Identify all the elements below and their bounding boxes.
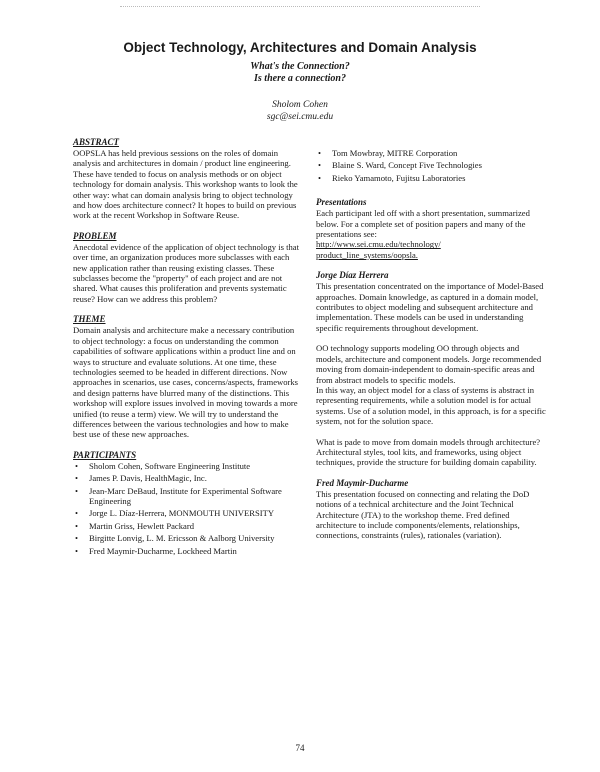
problem-text: Anecdotal evidence of the application of object technology is that over time, an organization produces more subclasses with each new application rather than reusing existing classes. These subclasses become the "property" of each project and are not shared. What causes this proliferation and prevents systematic reuse? How can we address this problem? (73, 241, 299, 304)
abstract-text: OOPSLA has held previous sessions on the roles of domain analysis and architectures in domain / product line engineering. These have tended to focus on analysis methods or on object technology for domain analysis. This workshop wants to look the other way: what can domain analysis bring to object technology and how does architecture connect? It hopes to build on previous work at the recent Workshop in Software Reuse. (73, 148, 298, 221)
bullet-icon: • (318, 172, 322, 183)
author-name: Sholom Cohen (272, 100, 328, 110)
problem-heading: PROBLEM (73, 230, 117, 241)
bullet-icon: • (75, 508, 79, 519)
left-column (73, 137, 301, 566)
participant-text: Birgitte Lonvig, L. M. Ericsson & Aalborg University (89, 533, 275, 544)
jorge-paragraph-1: This presentation concentrated on the importance of Model-Based approaches. Domain knowledge, as captured in a domain model, contributes to object modeling and subsequent architecture and implementation. These models can be used in understanding specific requirements throughout development. (316, 281, 544, 333)
bullet-icon: • (318, 148, 322, 158)
presentations-link-line-1[interactable]: http://www.sei.cmu.edu/technology/ (316, 239, 441, 250)
presentations-link-line-2[interactable]: product_line_systems/oopsla. (316, 249, 418, 260)
jorge-paragraph-4: What is pade to move from domain models through architecture? Architectural styles, tool kits, and frameworks, using object techniques, provide the structure for building domain capability. (316, 436, 541, 468)
participant-text: Tom Mowbray, MITRE Corporation (332, 148, 458, 158)
bullet-icon: • (75, 545, 79, 556)
bullet-icon: • (75, 520, 79, 531)
participants-list (73, 461, 301, 556)
header-rule (120, 6, 480, 7)
bullet-icon: • (318, 160, 322, 171)
participant-text: Sholom Cohen, Software Engineering Institute (89, 460, 251, 471)
abstract-heading: ABSTRACT (73, 137, 120, 147)
theme-heading: THEME (73, 314, 106, 325)
bullet-icon: • (75, 460, 79, 471)
subtitle-line-1: What's the Connection? (250, 61, 350, 72)
participant-item (73, 521, 301, 531)
bullet-icon: • (75, 485, 79, 496)
paper-title: Object Technology, Architectures and Domain Analysis (123, 40, 477, 55)
participant-text: Jean-Marc DeBaud, Institute for Experimental Software Engineering (89, 485, 282, 506)
author-email: sgc@sei.cmu.edu (266, 112, 334, 122)
participant-item (316, 173, 548, 183)
participant-item (73, 486, 301, 507)
right-column (316, 137, 548, 551)
participant-text: Fred Maymir-Ducharme, Lockheed Martin (89, 545, 237, 556)
participant-item (73, 533, 301, 543)
jorge-heading: Jorge Díaz Herrera (316, 270, 389, 281)
participant-item (73, 461, 301, 471)
jorge-paragraph-2: OO technology supports modeling OO through objects and models, architecture and component models. Jorge recommended moving from domain-independent to domain-specific areas and from abstract models to specific models. (316, 343, 542, 385)
participants-list-continued (316, 148, 548, 183)
participant-text: James P. Davis, HealthMagic, Inc. (89, 473, 207, 484)
participant-text: Rieko Yamamoto, Fujitsu Laboratories (332, 172, 466, 183)
participant-text: Jorge L. Díaz-Herrera, MONMOUTH UNIVERSITY (89, 508, 275, 519)
participant-item (73, 546, 301, 556)
presentations-text (316, 208, 548, 260)
fred-text: This presentation focused on connecting and relating the DoD notions of a technical architecture and the Joint Technical Architecture (JTA) to the workshop theme. Fred defined architecture to include components/elements, relationships, connections, constraints (rules), rationales (variation). (316, 488, 530, 541)
theme-text: Domain analysis and architecture make a necessary contribution to object technology: a focus on understanding the common capabilities of software applications within a product line and on ways to structure and evaluate solutions. At one time, these technologies seemed to be headed in different directions. Now approaches in scenarios, use cases, concerns/aspects, frameworks and design patterns have blurred many of the distinctions. This workshop will explore issues involved in moving towards a more unified (to reuse a term) view. We will try to understand the differences between the various technologies and how to make best use of these new approaches. (73, 325, 299, 440)
subtitle-line-2: Is there a connection? (254, 73, 346, 84)
bullet-icon: • (75, 473, 79, 484)
presentations-heading: Presentations (316, 197, 367, 208)
page-number: 74 (295, 743, 305, 753)
participant-item (316, 148, 548, 158)
participant-item (73, 473, 301, 483)
fred-heading: Fred Maymir-Ducharme (316, 477, 409, 488)
presentations-intro: Each participant led off with a short presentation, summarized below. For a complete set of position papers and many of the presentations see: (316, 208, 530, 240)
participant-item (316, 160, 548, 170)
participant-text: Blaine S. Ward, Concept Five Technologies (332, 160, 482, 171)
jorge-paragraph-3: In this way, an object model for a class of systems is abstract in representing requirements, while a solution model is for actual systems. Use of a solution model, in this approach, is for a specific system, not for the solution space. (316, 384, 546, 427)
participants-heading: PARTICIPANTS (73, 449, 137, 460)
bullet-icon: • (75, 533, 79, 544)
participant-text: Martin Griss, Hewlett Packard (89, 520, 195, 531)
participant-item (73, 508, 301, 518)
